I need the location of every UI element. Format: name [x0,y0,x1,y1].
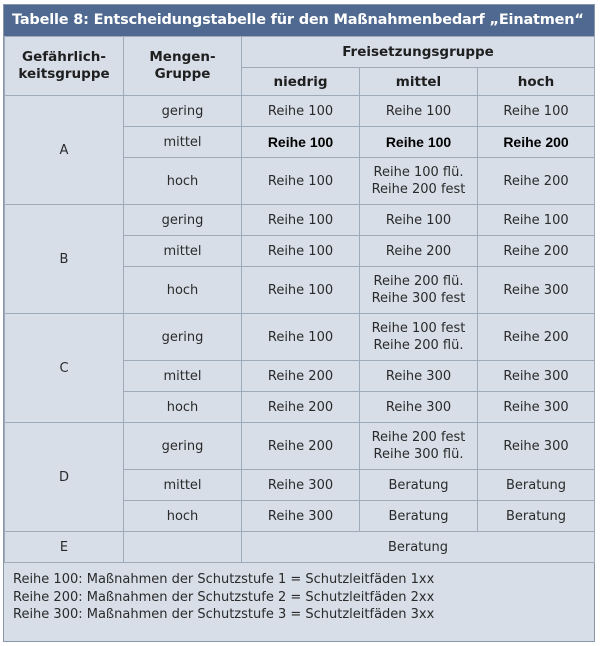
header-row-1 [5,37,595,68]
value-cell: Reihe 300 [478,423,595,470]
value-cell: Beratung [478,501,595,532]
value-cell: Reihe 100 [242,127,360,158]
header-mengengruppe: Mengen- Gruppe [124,37,242,96]
group-c-label: C [5,314,124,423]
footnote-line: Reihe 300: Maßnahmen der Schutzstufe 3 = Schutzleitfäden 3xx [13,607,435,622]
decision-table [4,36,595,563]
menge-cell: gering [124,96,242,127]
value-cell: Beratung [478,470,595,501]
menge-cell: mittel [124,470,242,501]
value-cell: Reihe 300 [242,470,360,501]
menge-cell: mittel [124,361,242,392]
value-cell: Beratung [360,470,478,501]
menge-cell: hoch [124,158,242,205]
value-cell: Reihe 100 fest Reihe 200 flü. [360,314,478,361]
value-cell: Reihe 100 [360,127,478,158]
value-cell: Reihe 200 [478,127,595,158]
value-cell: Reihe 200 fest Reihe 300 flü. [360,423,478,470]
value-cell: Reihe 200 [242,392,360,423]
group-d-label: D [5,423,124,532]
header-niedrig: niedrig [242,68,360,96]
value-cell: Reihe 200 flü. Reihe 300 fest [360,267,478,314]
menge-cell-empty [124,532,242,563]
value-cell: Reihe 300 [478,392,595,423]
table-row [5,532,595,563]
value-cell: Reihe 300 [242,501,360,532]
menge-cell: mittel [124,127,242,158]
footnote-line: Reihe 100: Maßnahmen der Schutzstufe 1 = Schutzleitfäden 1xx [13,572,435,587]
value-cell: Reihe 100 [242,205,360,236]
value-cell: Reihe 100 [242,267,360,314]
value-cell: Reihe 300 [478,267,595,314]
group-e-label: E [5,532,124,563]
group-b-label: B [5,205,124,314]
value-cell: Reihe 200 [478,158,595,205]
table-frame [3,4,595,642]
value-cell: Reihe 100 [360,96,478,127]
value-cell: Reihe 300 [360,392,478,423]
value-cell: Reihe 100 flü. Reihe 200 fest [360,158,478,205]
header-gefaehrlichkeitsgruppe: Gefährlich- keitsgruppe [5,37,124,96]
menge-cell: hoch [124,392,242,423]
table-row [5,314,595,361]
value-cell: Reihe 100 [360,205,478,236]
value-cell: Beratung [360,501,478,532]
value-cell: Reihe 200 [478,314,595,361]
value-cell: Reihe 100 [242,158,360,205]
menge-cell: hoch [124,267,242,314]
header-mittel: mittel [360,68,478,96]
value-cell: Reihe 200 [360,236,478,267]
menge-cell: gering [124,314,242,361]
value-cell-beratung: Beratung [242,532,595,563]
value-cell: Reihe 300 [478,361,595,392]
value-cell: Reihe 100 [242,314,360,361]
menge-cell: hoch [124,501,242,532]
menge-cell: gering [124,205,242,236]
value-cell: Reihe 100 [478,205,595,236]
table-row [5,205,595,236]
value-cell: Reihe 200 [478,236,595,267]
header-hoch: hoch [478,68,595,96]
menge-cell: gering [124,423,242,470]
value-cell: Reihe 300 [360,361,478,392]
menge-cell: mittel [124,236,242,267]
footnote-line: Reihe 200: Maßnahmen der Schutzstufe 2 = Schutzleitfäden 2xx [13,589,435,605]
table-title: Tabelle 8: Entscheidungstabelle für den Maßnahmenbedarf „Einatmen“ [4,5,594,36]
group-a-label: A [5,96,124,205]
value-cell: Reihe 100 [478,96,595,127]
table-row [5,423,595,470]
value-cell: Reihe 100 [242,96,360,127]
value-cell: Reihe 200 [242,423,360,470]
header-freisetzungsgruppe: Freisetzungsgruppe [242,37,595,68]
legend-footnotes [4,563,594,624]
value-cell: Reihe 200 [242,361,360,392]
value-cell: Reihe 100 [242,236,360,267]
table-row [5,96,595,127]
